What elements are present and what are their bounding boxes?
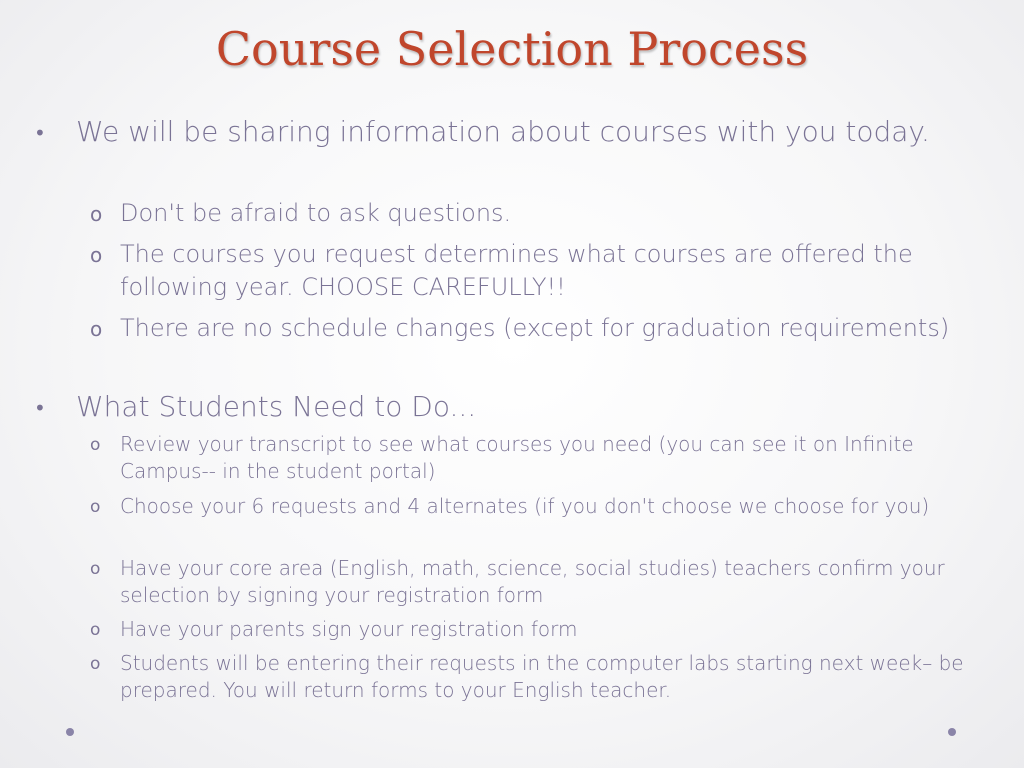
sub-bullet-text: Review your transcript to see what courses you need (you can see it on Infinite Campus-- in the student portal) [120,432,914,483]
decorative-dot-left [66,728,74,736]
sub-bullet-marker: o [90,435,101,455]
sub-bullet-text: Choose your 6 requests and 4 alternates (if you don't choose we choose for you) [120,494,930,518]
sub-bullet-text: Students will be entering their requests in the computer labs starting next week– be prepared. You will return forms to your English teacher. [120,651,964,702]
bullet-marker: • [34,121,46,145]
bullet-marker: • [34,396,46,420]
sub-bullet-marker: o [90,317,103,341]
sub-bullet-text: Don't be afraid to ask questions. [120,199,512,227]
sub-bullet-marker: o [90,620,101,640]
sub-bullet-text: There are no schedule changes (except for graduation requirements) [120,314,950,342]
bullet-text: What Students Need to Do... [76,390,477,423]
slide-title: Course Selection Process [215,22,809,76]
sub-bullet-marker: o [90,559,101,579]
bullet-text: We will be sharing information about courses with you today. [76,115,930,148]
sub-bullet-text: Have your core area (English, math, science, social studies) teachers confirm your selection by signing your registration form [120,556,945,607]
sub-bullet-marker: o [90,654,101,674]
sub-bullet-marker: o [90,243,103,267]
sub-bullet-text: The courses you request determines what courses are offered the following year. CHOOSE CAREFULLY!! [120,240,913,301]
sub-bullet-text: Have your parents sign your registration form [120,617,578,641]
decorative-dot-right [948,728,956,736]
sub-bullet-marker: o [90,202,103,226]
sub-bullet-marker: o [90,497,101,517]
